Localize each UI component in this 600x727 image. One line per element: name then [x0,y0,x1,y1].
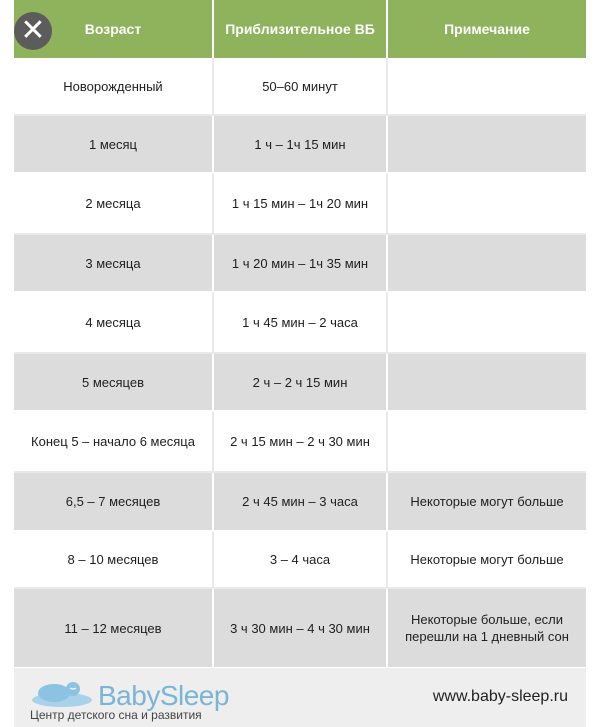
table-row [14,58,586,116]
close-button[interactable] [14,12,52,50]
cell-note [388,235,586,293]
cell-age: 5 месяцев [14,354,214,412]
cell-age: Конец 5 – начало 6 месяца [14,412,214,473]
website-link[interactable]: www.baby-sleep.ru [432,688,568,705]
table-row [14,116,586,174]
logo [28,678,238,723]
table-row [14,235,586,293]
cell-note [388,412,586,473]
cell-note [388,354,586,412]
footer [14,668,586,727]
cell-age: 1 месяц [14,116,214,174]
cell-note: Некоторые больше, если перешли на 1 дневный сон [388,589,586,669]
cell-age: 6,5 – 7 месяцев [14,473,214,532]
header-age: Возраст [14,0,214,58]
table-row [14,589,586,669]
brand-name: BabySleep [98,680,229,711]
cell-age: 4 месяца [14,293,214,354]
cell-age: Новорожденный [14,58,214,116]
baby-sleep-logo-icon [28,678,96,708]
cell-wake-time: 1 ч 20 мин – 1ч 35 мин [214,235,388,293]
table-row [14,473,586,532]
cell-wake-time: 2 ч 15 мин – 2 ч 30 мин [214,412,388,473]
sleep-table [14,0,586,669]
cell-note [388,293,586,354]
cell-wake-time: 2 ч 45 мин – 3 часа [214,473,388,532]
table-header [14,0,586,58]
cell-wake-time: 2 ч – 2 ч 15 мин [214,354,388,412]
cell-wake-time: 1 ч 15 мин – 1ч 20 мин [214,174,388,235]
cell-wake-time: 3 – 4 часа [214,532,388,589]
table-row [14,174,586,235]
cell-age: 11 – 12 месяцев [14,589,214,669]
header-note: Примечание [388,0,586,58]
header-wake-time: Приблизительное ВБ [214,0,388,58]
cell-wake-time: 1 ч 45 мин – 2 часа [214,293,388,354]
cell-age: 8 – 10 месяцев [14,532,214,589]
cell-note [388,58,586,116]
cell-age: 3 месяца [14,235,214,293]
close-icon: ✕ [20,14,46,47]
tagline: Центр детского сна и развития [30,708,202,722]
cell-note: Некоторые могут больше [388,532,586,589]
table-row [14,412,586,473]
cell-age: 2 месяца [14,174,214,235]
cell-wake-time: 3 ч 30 мин – 4 ч 30 мин [214,589,388,669]
cell-wake-time: 1 ч – 1ч 15 мин [214,116,388,174]
cell-note: Некоторые могут больше [388,473,586,532]
cell-wake-time: 50–60 минут [214,58,388,116]
table-row [14,532,586,589]
cell-note [388,116,586,174]
table-row [14,354,586,412]
table-row [14,293,586,354]
cell-note [388,174,586,235]
